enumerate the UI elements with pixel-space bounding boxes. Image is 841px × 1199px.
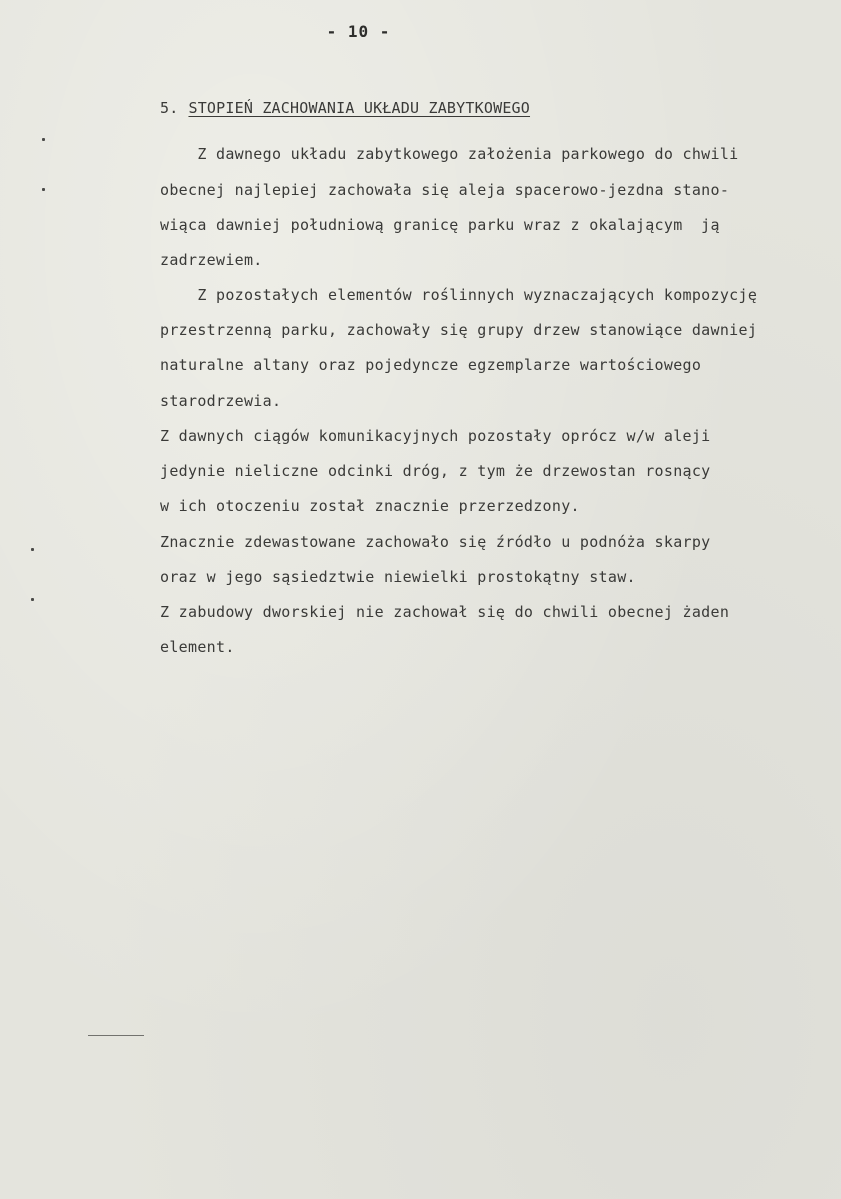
paragraph-3-line-1: Z dawnych ciągów komunikacyjnych pozostały oprócz w/w aleji [160, 427, 711, 445]
section-heading [160, 99, 530, 117]
paragraph-1-line-1: Z dawnego układu zabytkowego założenia parkowego do chwili [160, 145, 739, 163]
page-number: - 10 - [326, 22, 391, 41]
paragraph-3-line-3: w ich otoczeniu został znacznie przerzedzony. [160, 497, 580, 515]
paragraph-4-line-1: Znacznie zdewastowane zachowało się źródło u podnóża skarpy [160, 533, 711, 551]
footnote-separator [88, 1035, 144, 1036]
paragraph-4-line-2: oraz w jego sąsiedztwie niewielki prostokątny staw. [160, 568, 636, 586]
paragraph-1-line-2: obecnej najlepiej zachowała się aleja spacerowo-jezdna stano- [160, 181, 730, 199]
scan-speck [31, 598, 34, 601]
scan-speck [42, 188, 45, 191]
paragraph-2-line-4: starodrzewia. [160, 392, 282, 410]
paragraph-2-line-1: Z pozostałych elementów roślinnych wyznaczających kompozycję [160, 286, 758, 304]
paragraph-5-line-1: Z zabudowy dworskiej nie zachował się do chwili obecnej żaden [160, 603, 730, 621]
paragraph-5-line-2: element. [160, 638, 235, 656]
paragraph-3-line-2: jedynie nieliczne odcinki dróg, z tym że drzewostan rosnący [160, 462, 711, 480]
scan-speck [42, 138, 45, 141]
paragraph-1-line-3: wiąca dawniej południową granicę parku wraz z okalającym ją [160, 216, 720, 234]
paragraph-2-line-3: naturalne altany oraz pojedyncze egzemplarze wartościowego [160, 356, 702, 374]
scan-speck [31, 548, 34, 551]
section-number: 5. [160, 99, 179, 117]
paragraph-2-line-2: przestrzenną parku, zachowały się grupy drzew stanowiące dawniej [160, 321, 758, 339]
section-title: STOPIEŃ ZACHOWANIA UKŁADU ZABYTKOWEGO [188, 99, 531, 117]
paragraph-1-line-4: zadrzewiem. [160, 251, 263, 269]
